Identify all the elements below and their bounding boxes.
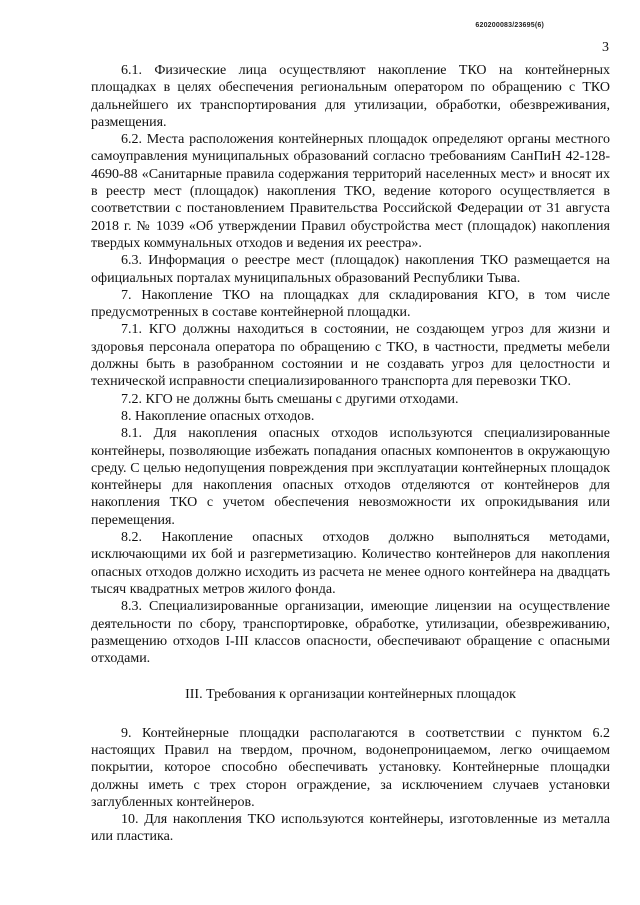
page-number: 3 <box>602 40 609 55</box>
paragraph-6-3: 6.3. Информация о реестре мест (площадок) накопления ТКО размещается на официальных порталах муниципальных образований Республики Тыва. <box>91 253 610 286</box>
section-heading: III. Требования к организации контейнерных площадок <box>185 687 516 703</box>
paragraph-7-2: 7.2. КГО не должны быть смешаны с другими отходами. <box>121 391 459 407</box>
paragraph-6-1: 6.1. Физические лица осуществляют накопление ТКО на контейнерных площадках в целях обеспечения региональным оператором по обращению с ТКО дальнейшего их транспортирования для утилизации, обработки, обезвреживания, размещения. <box>91 63 610 130</box>
paragraph-9: 9. Контейнерные площадки располагаются в соответствии с пунктом 6.2 настоящих Правил на твердом, прочном, водонепроницаемом, легко очищаемом покрытии, которое способно обеспечивать установку. Контейнерные площадки должны иметь с трех сторон ограждение, за исключением случаев установки заглубленных контейнеров. <box>91 725 610 810</box>
paragraph-10: 10. Для накопления ТКО используются контейнеры, изготовленные из металла или пластика. <box>91 812 610 845</box>
paragraph-7: 7. Накопление ТКО на площадках для складирования КГО, в том числе предусмотренных в составе контейнерной площадки. <box>91 287 610 321</box>
paragraph-6-2: 6.2. Места расположения контейнерных площадок определяют органы местного самоуправления муниципальных образований согласно требованиям СанПиН 42-128-4690-88 «Санитарные правила содержания территорий населенных мест» и вносят их в реестр мест (площадок) накопления ТКО, ведение которого осуществляется в соответствии с постановлением Правительства Российской Федерации от 31 августа 2018 г. № 1039 «Об утверждении Правил обустройства мест (площадок) накопления твердых коммунальных отходов и ведения их реестра». <box>91 132 610 251</box>
paragraph-8-2: 8.2. Накопление опасных отходов должно выполняться методами, исключающими их бой и разгерметизацию. Количество контейнеров для накопления опасных отходов должно исходить из расчета не менее одного контейнера на двадцать тысяч квадратных метров жилого фонда. <box>91 530 610 597</box>
paragraph-8: 8. Накопление опасных отходов. <box>121 408 315 424</box>
document-id: 620200083/23695(6) <box>475 22 544 29</box>
document-body <box>91 62 610 846</box>
paragraph-8-3: 8.3. Специализированные организации, имеющие лицензии на осуществление деятельности по сбору, транспортировке, обработке, утилизации, обезвреживанию, размещению отходов I-III классов опасности, обеспечивают обращение с опасными отходами. <box>91 599 610 667</box>
paragraph-8-1: 8.1. Для накопления опасных отходов используются специализированные контейнеры, позволяющие избежать попадания опасных компонентов в окружающую среду. С целью недопущения повреждения при эксплуатации контейнерных площадок контейнеры для накопления опасных отходов отделяются от контейнеров для накопления ТКО с учетом обеспечения невозможности их опрокидывания или перемещения. <box>91 426 610 528</box>
paragraph-7-1: 7.1. КГО должны находиться в состоянии, не создающем угроз для жизни и здоровья персонала оператора по обращению с ТКО, в частности, предметы мебели должны быть в разобранном состоянии и не создавать угроз для целостности и технической исправности специализированного транспорта для перевозки ТКО. <box>91 322 610 390</box>
